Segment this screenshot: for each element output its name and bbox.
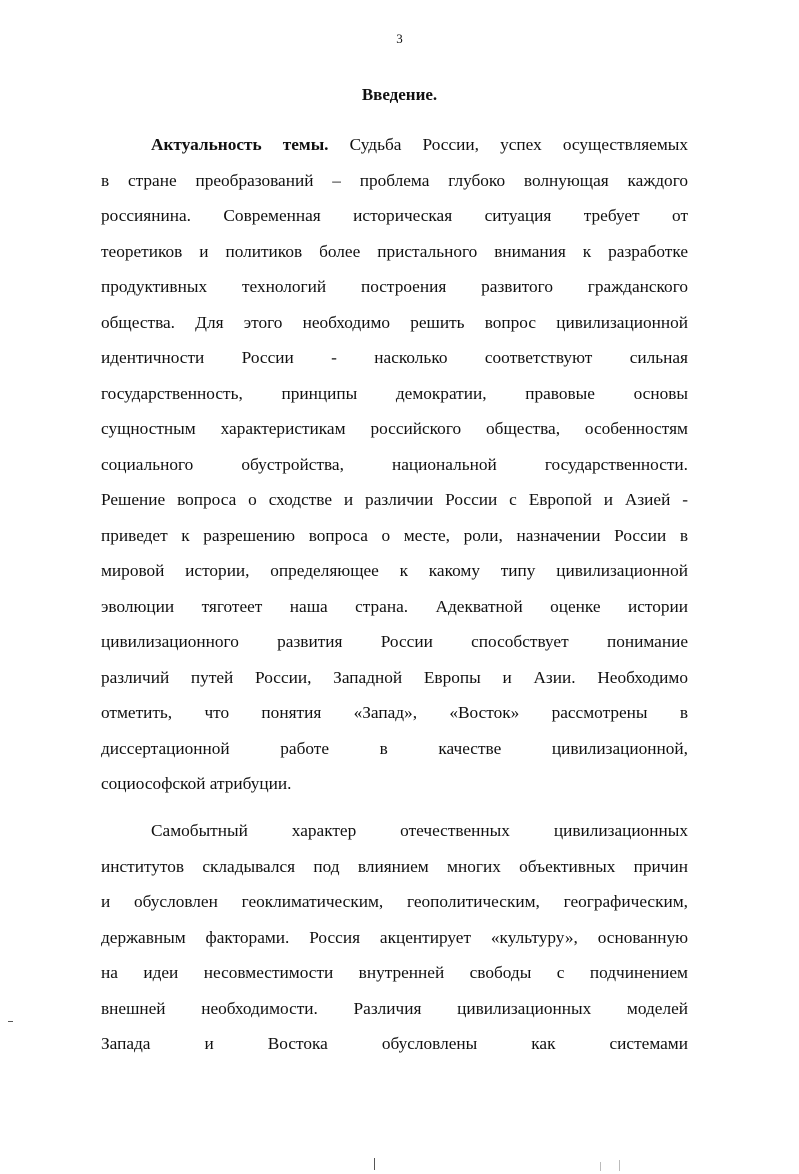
- paragraph-civilization: [101, 813, 688, 1062]
- scan-speck: [600, 1162, 601, 1171]
- scan-speck: [374, 1158, 375, 1170]
- text-line: общества. Для этого необходимо решить вопрос цивилизационной: [101, 312, 688, 332]
- text-line: на идеи несовместимости внутренней свободы с подчинением: [101, 963, 688, 982]
- scan-speck: [619, 1160, 620, 1171]
- page-number: 3: [396, 31, 403, 46]
- text-line: сущностным характеристикам российского общества, особенностям: [101, 419, 688, 438]
- text-line: продуктивных технологий построения развитого гражданского: [101, 277, 688, 296]
- paragraph-first-line: Самобытный характер отечественных цивилизационных: [151, 821, 688, 840]
- text-line: мировой истории, определяющее к какому типу цивилизационной: [101, 561, 688, 580]
- text-line: государственность, принципы демократии, правовые основы: [101, 383, 688, 403]
- lead-phrase: Актуальность темы.: [151, 135, 329, 154]
- paragraph-last-line: социософской атрибуции.: [101, 774, 292, 793]
- text-line: эволюции тяготеет наша страна. Адекватной оценке истории: [101, 596, 688, 616]
- text-line: различий путей России, Западной Европы и Азии. Необходимо: [101, 667, 688, 687]
- paragraph-relevance: [101, 127, 688, 802]
- text-line: социального обустройства, национальной государственности.: [101, 454, 688, 474]
- text-line: отметить, что понятия «Запад», «Восток» рассмотрены в: [101, 703, 688, 722]
- text-line: Запада и Востока обусловлены как системами: [101, 1034, 688, 1053]
- text-line: диссертационной работе в качестве цивилизационной,: [101, 738, 688, 758]
- text-line: и обусловлен геоклиматическим, геополитическим, географическим,: [101, 892, 688, 911]
- scan-speck: [8, 1021, 13, 1022]
- text-line: институтов складывался под влиянием многих объективных причин: [101, 856, 688, 876]
- text-line: в стране преобразований – проблема глубоко волнующая каждого: [101, 170, 688, 190]
- text-line: приведет к разрешению вопроса о месте, роли, назначении России в: [101, 525, 688, 545]
- text-line: цивилизационного развития России способствует понимание: [101, 632, 688, 651]
- text-line: державным факторами. Россия акцентирует «культуру», основанную: [101, 927, 688, 947]
- text-line: Решение вопроса о сходстве и различии России с Европой и Азией -: [101, 490, 688, 509]
- text-line: внешней необходимости. Различия цивилизационных моделей: [101, 998, 688, 1018]
- text-line: россиянина. Современная историческая ситуация требует от: [101, 206, 688, 225]
- text-line: идентичности России - насколько соответствуют сильная: [101, 348, 688, 367]
- first-line-text: Судьба России, успех осуществляемых: [328, 135, 689, 154]
- paragraph-first-line: [101, 127, 688, 163]
- text-line: теоретиков и политиков более пристального внимания к разработке: [101, 241, 688, 261]
- section-heading: Введение.: [361, 85, 438, 104]
